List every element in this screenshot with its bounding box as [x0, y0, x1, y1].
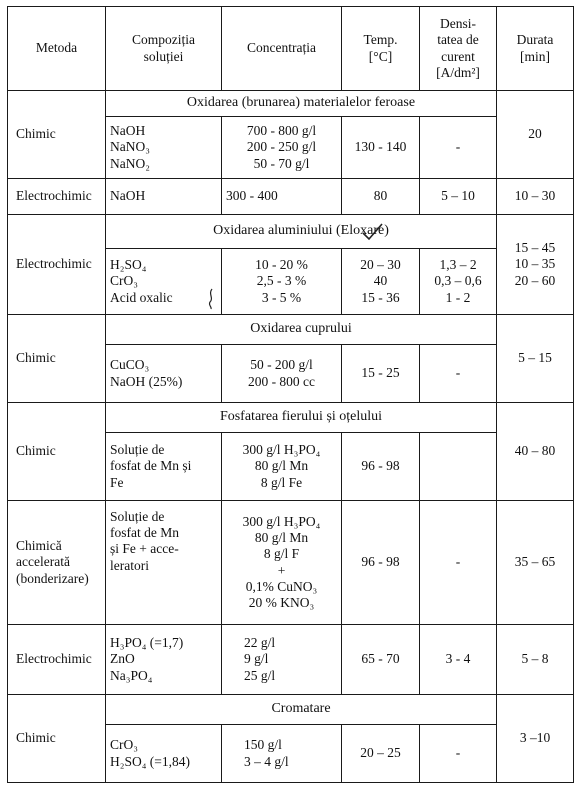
concentratie-cell: 300 g/l H₃PO₄ 80 g/l Mn 8 g/l F + 0,1% CuNO₃ 20 % KNO₃: [222, 501, 342, 625]
metoda-cell: Electrochimic: [8, 625, 106, 695]
temperatura-cell: 20 – 30 40 15 - 36: [342, 249, 420, 315]
durata-cell: 5 – 8: [497, 625, 574, 695]
metoda-cell: Chimic: [8, 315, 106, 403]
compozitie-cell: CuCO₃ NaOH (25%): [106, 345, 222, 403]
header-durata: Durata [min]: [497, 7, 574, 91]
compozitie-cell: NaOH NaNO₃ NaNO₂: [106, 117, 222, 179]
durata-cell: 20: [497, 91, 574, 179]
compozitie-cell: Soluție de fosfat de Mn și Fe: [106, 433, 222, 501]
metoda-cell: Electrochimic: [8, 179, 106, 215]
section-row: [8, 215, 574, 249]
durata-cell: 10 – 30: [497, 179, 574, 215]
table-row: [8, 625, 574, 695]
densitate-cell: -: [420, 345, 497, 403]
densitate-cell: -: [420, 501, 497, 625]
table-row: [8, 501, 574, 625]
temperatura-cell: 65 - 70: [342, 625, 420, 695]
section-row: [8, 315, 574, 345]
section-row: [8, 91, 574, 117]
temperatura-cell: 96 - 98: [342, 433, 420, 501]
concentratie-cell: 50 - 200 g/l 200 - 800 cc: [222, 345, 342, 403]
densitate-cell: 5 – 10: [420, 179, 497, 215]
durata-cell: 5 – 15: [497, 315, 574, 403]
densitate-cell: 3 - 4: [420, 625, 497, 695]
section-title-brunare: Oxidarea (brunarea) materialelor feroase: [106, 91, 497, 117]
header-densitate: Densi- tatea de curent [A/dm²]: [420, 7, 497, 91]
header-row: [8, 7, 574, 91]
compozitie-cell: NaOH: [106, 179, 222, 215]
electrochemical-treatments-table: [7, 6, 574, 783]
compozitie-cell: H₃PO₄ (=1,7) ZnO Na₃PO₄: [106, 625, 222, 695]
section-title-cupru: Oxidarea cuprului: [106, 315, 497, 345]
concentratie-cell: 700 - 800 g/l 200 - 250 g/l 50 - 70 g/l: [222, 117, 342, 179]
pen-checkmark-icon: [361, 221, 385, 243]
concentratie-cell: 300 g/l H₃PO₄ 80 g/l Mn 8 g/l Fe: [222, 433, 342, 501]
section-row: [8, 695, 574, 725]
header-compozitia: Compoziția soluției: [106, 7, 222, 91]
durata-cell: 40 – 80: [497, 403, 574, 501]
concentratie-cell: 22 g/l 9 g/l 25 g/l: [222, 625, 342, 695]
section-title-eloxare: Oxidarea aluminiului (Eloxare): [106, 215, 497, 249]
durata-cell: 15 – 45 10 – 35 20 – 60: [497, 215, 574, 315]
concentratie-cell: 10 - 20 % 2,5 - 3 % 3 - 5 %: [222, 249, 342, 315]
compozitie-cell: H₂SO₄ CrO₃ Acid oxalic: [106, 249, 222, 315]
header-concentratia: Concentrația: [222, 7, 342, 91]
temperatura-cell: 96 - 98: [342, 501, 420, 625]
header-metoda: Metoda: [8, 7, 106, 91]
compozitie-cell: CrO₃ H₂SO₄ (=1,84): [106, 725, 222, 783]
durata-cell: 35 – 65: [497, 501, 574, 625]
section-title-fosfatare: Fosfatarea fierului și oțelului: [106, 403, 497, 433]
densitate-cell: [420, 433, 497, 501]
temperatura-cell: 130 - 140: [342, 117, 420, 179]
metoda-cell: Chimică accelerată (bonderizare): [8, 501, 106, 625]
metoda-cell: Chimic: [8, 91, 106, 179]
concentratie-cell: 150 g/l 3 – 4 g/l: [222, 725, 342, 783]
durata-cell: 3 –10: [497, 695, 574, 783]
temperatura-cell: 15 - 25: [342, 345, 420, 403]
header-temp: Temp. [°C]: [342, 7, 420, 91]
densitate-cell: -: [420, 117, 497, 179]
section-title-cromatare: Cromatare: [106, 695, 497, 725]
pen-mark-icon: [206, 288, 216, 310]
compozitie-cell: Soluție de fosfat de Mn și Fe + acce- leratori: [106, 501, 222, 625]
metoda-cell: Chimic: [8, 695, 106, 783]
temperatura-cell: 80: [342, 179, 420, 215]
concentratie-cell: 300 - 400: [222, 179, 342, 215]
densitate-cell: -: [420, 725, 497, 783]
temperatura-cell: 20 – 25: [342, 725, 420, 783]
metoda-cell: Electrochimic: [8, 215, 106, 315]
section-row: [8, 403, 574, 433]
densitate-cell: 1,3 – 2 0,3 – 0,6 1 - 2: [420, 249, 497, 315]
table-row: [8, 179, 574, 215]
metoda-cell: Chimic: [8, 403, 106, 501]
